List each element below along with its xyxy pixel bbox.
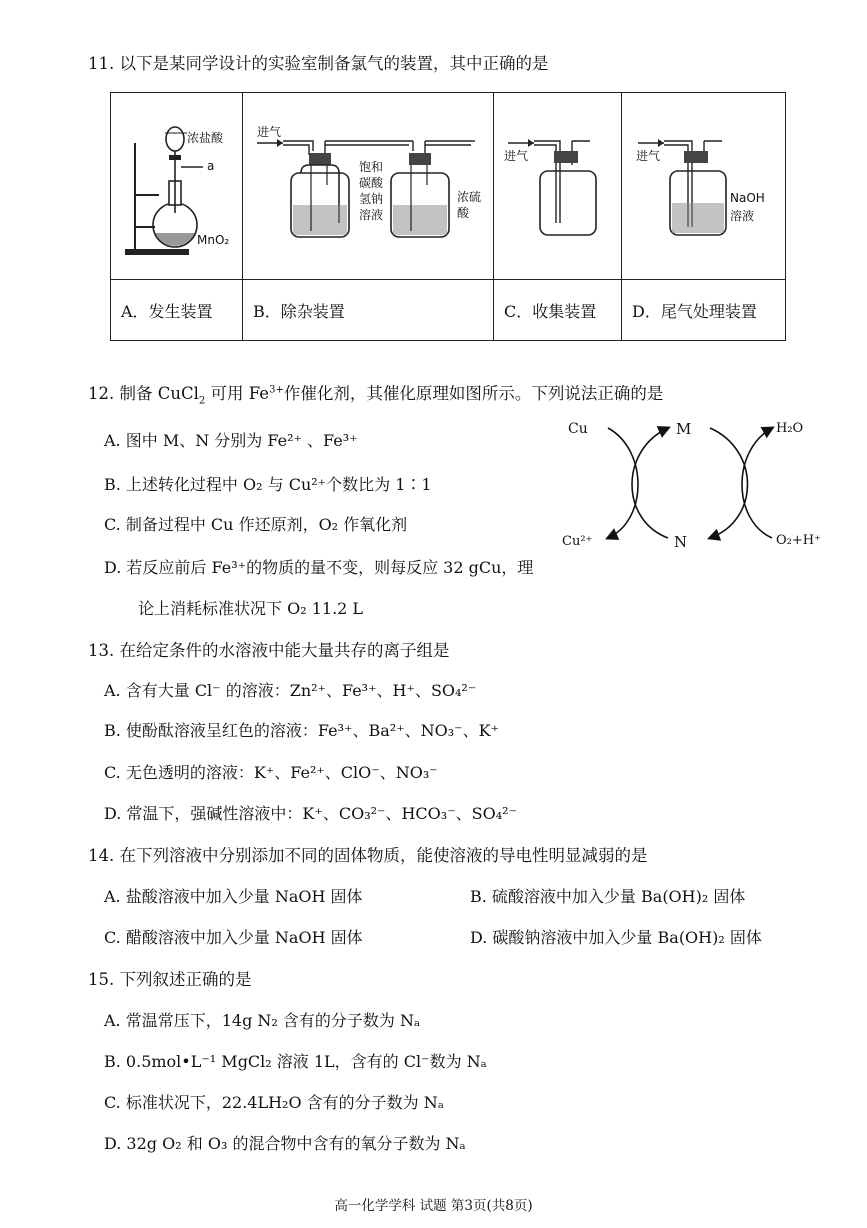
q12-option-a: A. 图中 M、N 分别为 Fe²⁺ 、Fe³⁺: [104, 431, 358, 450]
label-gas-in-b: 进气: [257, 125, 282, 139]
apparatus-d-label: D．尾气处理装置: [622, 280, 786, 341]
q15-option-a: A. 常温常压下，14g N₂ 含有的分子数为 Nₐ: [104, 1011, 421, 1030]
apparatus-a-label: A．发生装置: [111, 280, 243, 341]
label-h2so4-line1: 浓硫: [457, 190, 482, 204]
diagram-h2o: H₂O: [776, 421, 804, 436]
label-h2so4: [457, 189, 481, 221]
q14-option-c: C. 醋酸溶液中加入少量 NaOH 固体: [104, 928, 363, 947]
q12-stem-part1: 12. 制备 CuCl: [88, 384, 199, 403]
label-nahco3-line3: 氢钠: [359, 192, 384, 206]
q12-stem-part3: 作催化剂，其催化原理如图所示。下列说法正确的是: [283, 384, 664, 403]
q13-option-c: C. 无色透明的溶液：K⁺、Fe²⁺、ClO⁻、NO₃⁻: [104, 763, 438, 782]
diagram-m: M: [676, 420, 692, 438]
q12-stem: 12. 制备 CuCl$_2$ 可用 $Fe^{3+}$作催化剂，其催化原理如图所示。下列说法正确的是: [88, 384, 664, 407]
q12-option-c: C. 制备过程中 Cu 作还原剂，O₂ 作氧化剂: [104, 515, 408, 534]
q15-option-b: B. 0.5mol•L⁻¹ MgCl₂ 溶液 1L，含有的 Cl⁻数为 Nₐ: [104, 1052, 487, 1071]
q12-option-b: B. 上述转化过程中 O₂ 与 Cu²⁺个数比为 1∶1: [104, 475, 432, 494]
label-naoh-line1: NaOH: [730, 191, 765, 205]
diagram-o2h: O₂+H⁺: [776, 533, 821, 548]
q15-option-d: D. 32g O₂ 和 O₃ 的混合物中含有的氧分子数为 Nₐ: [104, 1134, 466, 1153]
tail-gas-apparatus-figure: [622, 93, 786, 279]
label-gas-in-c: 进气: [504, 149, 529, 163]
page-footer: 高一化学学科 试题 第3页(共8页): [334, 1198, 533, 1214]
q12-option-d: D. 若反应前后 Fe³⁺的物质的量不变，则每反应 32 gCu，理: [104, 558, 534, 577]
label-naoh-line2: 溶液: [730, 209, 755, 223]
apparatus-c-cell: [494, 93, 622, 280]
label-conc-hcl: 浓盐酸: [187, 131, 224, 145]
label-mno2: MnO₂: [197, 233, 230, 247]
q13-option-a: A. 含有大量 Cl⁻ 的溶液：Zn²⁺、Fe³⁺、H⁺、SO₄²⁻: [104, 681, 477, 700]
diagram-cu2: Cu²⁺: [562, 534, 593, 549]
diagram-cu: Cu: [568, 421, 588, 437]
q11-apparatus-table: [110, 92, 786, 341]
label-naoh: [730, 189, 765, 225]
q13-stem: 13. 在给定条件的水溶液中能大量共存的离子组是: [88, 641, 450, 660]
q11-stem: 11. 以下是某同学设计的实验室制备氯气的装置，其中正确的是: [88, 54, 549, 73]
collection-apparatus-figure: [494, 93, 622, 279]
label-nahco3-line4: 溶液: [359, 208, 384, 222]
q15-option-c: C. 标准状况下，22.4LH₂O 含有的分子数为 Nₐ: [104, 1093, 444, 1112]
q14-option-a: A. 盐酸溶液中加入少量 NaOH 固体: [104, 887, 363, 906]
q12-stem-part2: 可用 Fe: [210, 384, 270, 403]
q15-stem: 15. 下列叙述正确的是: [88, 970, 252, 989]
q12-option-d-cont: 论上消耗标准状况下 O₂ 11.2 L: [138, 599, 364, 618]
apparatus-a-cell: [111, 93, 243, 280]
label-h2so4-line2: 酸: [457, 206, 470, 220]
label-nahco3-line2: 碳酸: [359, 176, 384, 190]
label-nahco3: [359, 159, 389, 223]
q14-option-b: B. 硫酸溶液中加入少量 Ba(OH)₂ 固体: [470, 887, 746, 906]
diagram-n: N: [674, 533, 688, 551]
q14-stem: 14. 在下列溶液中分别添加不同的固体物质，能使溶液的导电性明显减弱的是: [88, 846, 648, 865]
q14-option-d: D. 碳酸钠溶液中加入少量 Ba(OH)₂ 固体: [470, 928, 762, 947]
apparatus-b-cell: [243, 93, 494, 280]
q13-option-d: D. 常温下，强碱性溶液中：K⁺、CO₃²⁻、HCO₃⁻、SO₄²⁻: [104, 804, 517, 823]
label-a: a: [207, 159, 215, 173]
label-nahco3-line1: 饱和: [359, 160, 384, 174]
apparatus-d-cell: [622, 93, 786, 280]
q13-option-b: B. 使酚酞溶液呈红色的溶液：Fe³⁺、Ba²⁺、NO₃⁻、K⁺: [104, 721, 500, 740]
apparatus-c-label: C．收集装置: [494, 280, 622, 341]
label-gas-in-d: 进气: [636, 149, 661, 163]
generation-apparatus-figure: [111, 93, 243, 279]
apparatus-b-label: B．除杂装置: [243, 280, 494, 341]
